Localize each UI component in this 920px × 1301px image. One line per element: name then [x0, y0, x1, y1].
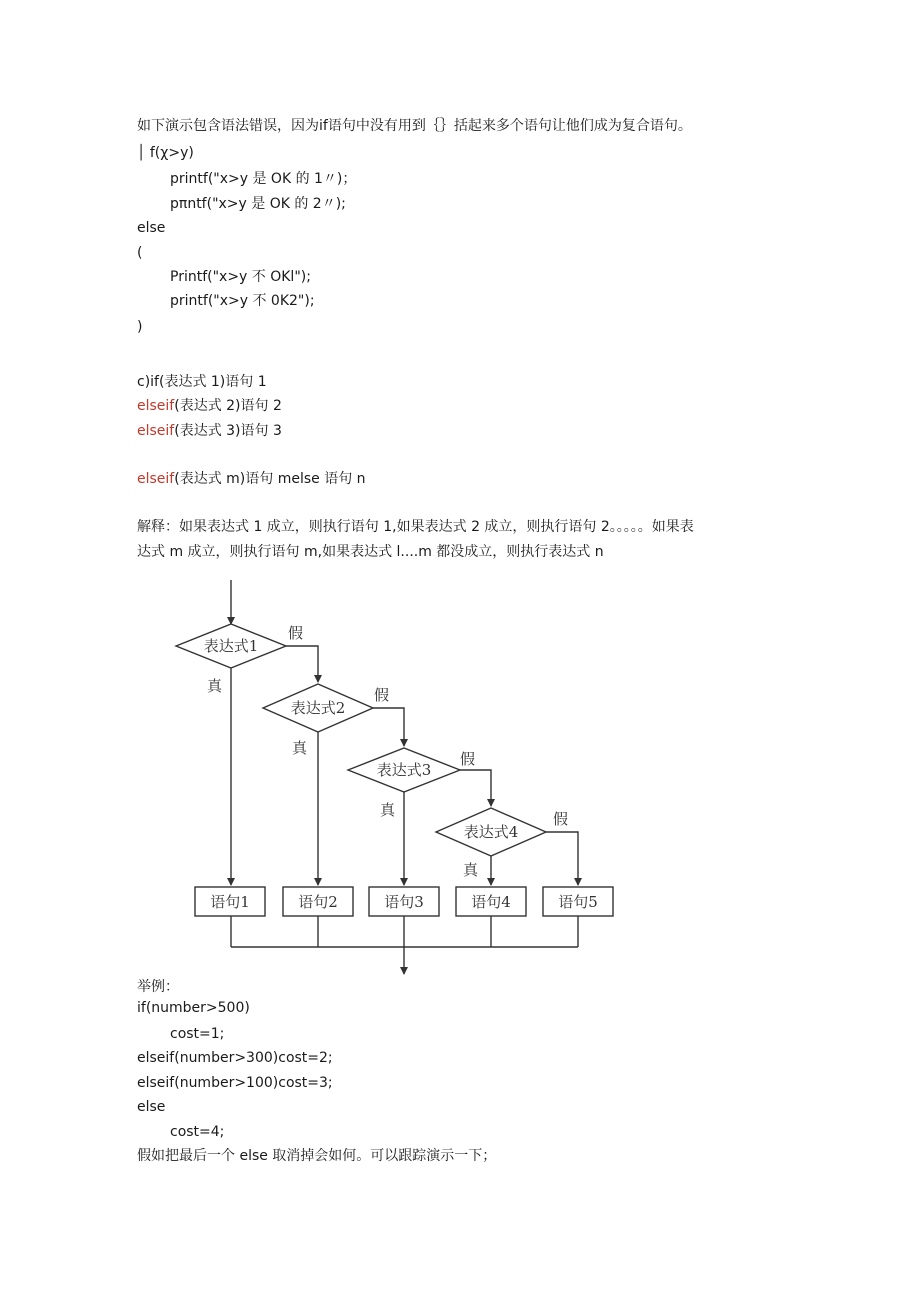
explain-line: 达式 m 成立，则执行语句 m,如果表达式 l....m 都没成立，则执行表达式 n [137, 544, 604, 560]
statement-label: 语句5 [558, 893, 598, 911]
elseif-keyword: elseif [137, 398, 175, 414]
false-branch-3 [460, 770, 491, 806]
code-line: pπntf("x>y 是 OK 的 2〃); [170, 196, 346, 212]
false-branch-1 [286, 646, 318, 682]
code-line: ( [137, 245, 143, 261]
code-line: │ f(χ>y) [137, 145, 194, 161]
code-line: ) [137, 319, 143, 335]
elseif-keyword: elseif [137, 471, 175, 487]
code-line: elseif(number>100)cost=3; [137, 1075, 333, 1091]
condition-label: 表达式4 [463, 823, 519, 841]
false-label: 假 [288, 624, 304, 642]
condition-label: 表达式1 [203, 637, 259, 655]
syntax-rest: (表达式 2)语句 2 [174, 398, 282, 414]
false-label: 假 [553, 810, 569, 828]
syntax-line [137, 396, 282, 416]
false-label: 假 [374, 686, 390, 704]
code-line: printf("x>y 是 OK 的 1〃)； [170, 171, 357, 187]
false-branch-4 [546, 832, 578, 885]
code-line: cost=4; [170, 1124, 225, 1140]
elseif-keyword: elseif [137, 423, 175, 439]
syntax-line [137, 421, 282, 441]
code-line: elseif(number>300)cost=2; [137, 1050, 333, 1066]
code-line: else [137, 220, 166, 236]
syntax-line [137, 469, 366, 489]
statement-label: 语句2 [298, 893, 338, 911]
example-heading: 举例： [137, 979, 179, 995]
condition-label: 表达式2 [290, 699, 346, 717]
statement-label: 语句1 [210, 893, 250, 911]
syntax-rest: (表达式 3)语句 3 [174, 423, 282, 439]
flowchart [160, 578, 630, 978]
false-branch-2 [373, 708, 404, 746]
true-label: 真 [207, 677, 223, 695]
condition-label: 表达式3 [376, 761, 432, 779]
statement-label: 语句3 [384, 893, 424, 911]
true-label: 真 [380, 801, 396, 819]
syntax-line: c)if(表达式 1)语句 1 [137, 374, 267, 390]
explain-line: 解释：如果表达式 1 成立，则执行语句 1,如果表达式 2 成立，则执行语句 2。。。。。如果表 [137, 519, 694, 535]
code-line: else [137, 1099, 166, 1115]
statement-label: 语句4 [471, 893, 511, 911]
false-label: 假 [460, 750, 476, 768]
true-label: 真 [463, 861, 479, 879]
syntax-rest: (表达式 m)语句 melse 语句 n [174, 471, 366, 487]
closing-text: 假如把最后一个 else 取消掉会如何。可以跟踪演示一下； [137, 1148, 497, 1164]
code-line: cost=1; [170, 1026, 225, 1042]
code-line: Printf("x>y 不 OKl"); [170, 269, 311, 285]
intro-text: 如下演示包含语法错误，因为if语句中没有用到｛｝括起来多个语句让他们成为复合语句。 [137, 118, 692, 134]
code-line: printf("x>y 不 0K2"); [170, 293, 315, 309]
true-label: 真 [292, 739, 308, 757]
code-line: if(number>500) [137, 1000, 250, 1016]
